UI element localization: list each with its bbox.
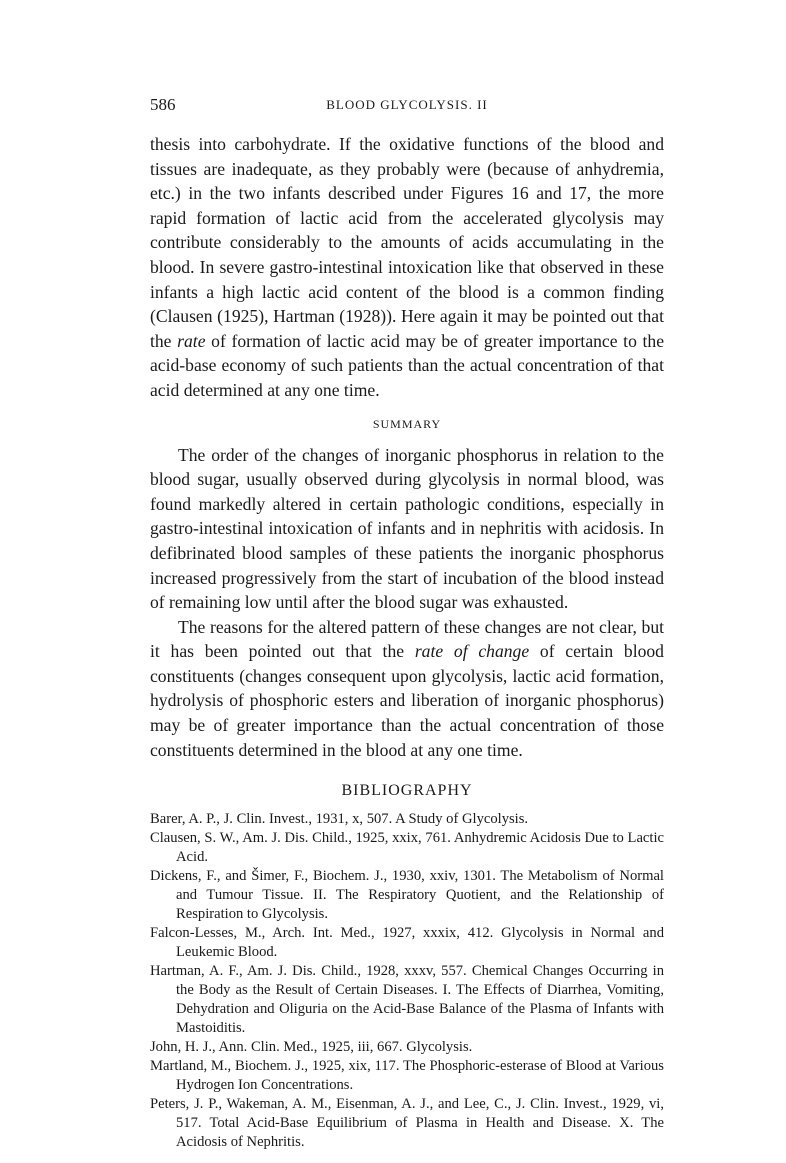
bibliography-list [150,810,664,1152]
summary-heading: SUMMARY [372,416,442,431]
summary-paragraph-1: The order of the changes of inorganic phosphorus in relation to the blood sugar, usually observed during glycolysis in normal blood, was found markedly altered in certain pathologic conditions, especially in gastro-intestinal intoxication of infants and in nephritis with acidosis. In defibrinated blood samples of these patients the inorganic phosphorus increased progressively from the start of incubation of the blood instead of remaining low until after the blood sugar was exhausted. [150,444,664,613]
bibliography-entry: Falcon-Lesses, M., Arch. Int. Med., 1927, xxxix, 412. Glycolysis in Normal and Leukemic Blood. [150,925,664,961]
bibliography-entry: Clausen, S. W., Am. J. Dis. Child., 1925, xxix, 761. Anhydremic Acidosis Due to Lactic Acid. [150,830,664,866]
page-body [150,132,664,1152]
bibliography-entry: John, H. J., Ann. Clin. Med., 1925, iii, 667. Glycolysis. [150,1039,473,1056]
running-title: BLOOD GLYCOLYSIS. II [326,97,488,112]
bibliography-entry: Dickens, F., and Šimer, F., Biochem. J., 1930, xxiv, 1301. The Metabolism of Normal and Tumour Tissue. II. The Respiratory Quotient, and the Relationship of Respiration to Glycolysis. [150,868,664,923]
bibliography-heading: BIBLIOGRAPHY [341,782,473,800]
summary-p2-text: The reasons for the altered pattern of these changes are not clear, but it has been pointed out that the [150,616,664,662]
intro-emphasis: rate [177,330,206,351]
summary-paragraph-2 [150,615,664,763]
bibliography-entry: Peters, J. P., Wakeman, A. M., Eisenman, A. J., and Lee, C., J. Clin. Invest., 1929, vi, 517. Total Acid-Base Equilibrium of Plasma in Health and Disease. X. The Acidosis of Nephritis. [150,1096,664,1151]
page-header [150,95,664,119]
bibliography-entry: Hartman, A. F., Am. J. Dis. Child., 1928, xxxv, 557. Chemical Changes Occurring in the Body as the Result of Certain Diseases. I. The Effects of Diarrhea, Vomiting, Dehydration and Oliguria on the Acid-Base Balance of the Plasma of Infants with Mastoiditis. [150,963,664,1037]
intro-text: thesis into carbohydrate. If the oxidative functions of the blood and tissues are inadequate, as they probably were (because of anhydremia, etc.) in the two infants described under Figures 16 and 17, the more rapid formation of lactic acid from the accelerated glycolysis may contribute considerably to the amounts of acids accumulating in the blood. In severe gastro-intestinal intoxication like that observed in these infants a high lactic acid content of the blood is a common finding (Clausen (1925), Hartman (1928)). Here again it may be pointed out that the [150,134,664,351]
intro-text-end: of formation of lactic acid may be of greater importance to the acid-base economy of such patients than the actual concentration of that acid determined at any one time. [150,330,665,400]
summary-p2-emphasis: rate of change [414,641,530,662]
bibliography-entry: Barer, A. P., J. Clin. Invest., 1931, x, 507. A Study of Glycolysis. [150,811,529,828]
page-number: 586 [150,95,176,114]
intro-paragraph [150,132,664,403]
bibliography-entry: Martland, M., Biochem. J., 1925, xix, 117. The Phosphoric-esterase of Blood at Various Hydrogen Ion Concentrations. [150,1058,664,1094]
summary-p2-text-end: of certain blood constituents (changes consequent upon glycolysis, lactic acid formation, hydrolysis of phosphoric esters and liberation of inorganic phosphorus) may be of greater importance than the actual concentration of those constituents determined in the blood at any one time. [150,641,664,760]
